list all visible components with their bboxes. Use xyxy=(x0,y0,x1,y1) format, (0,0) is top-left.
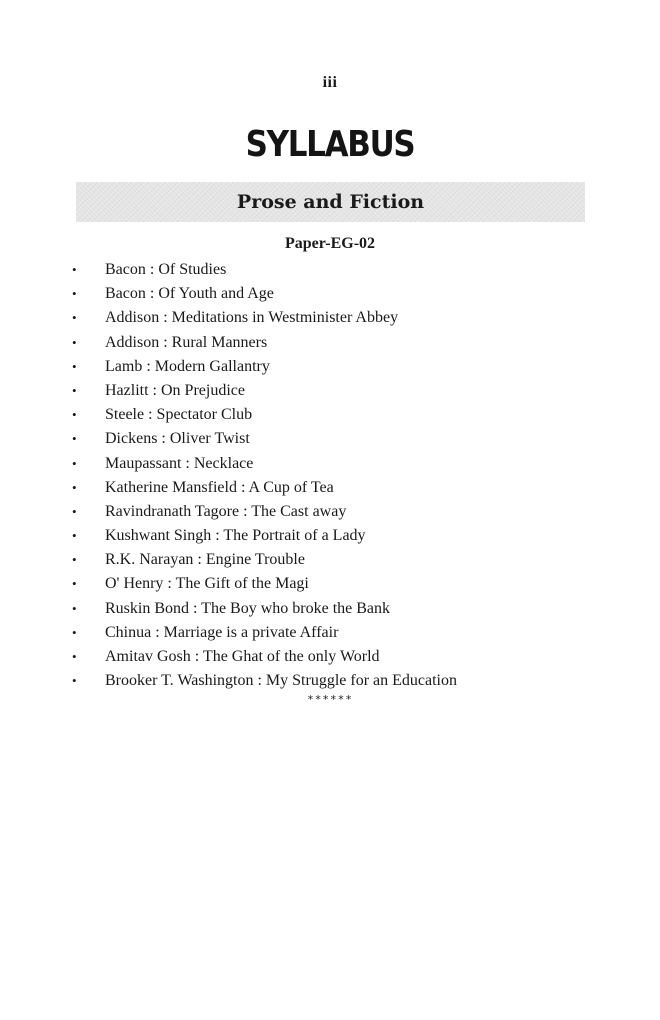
bullet-icon: • xyxy=(72,310,77,326)
section-heading: Prose and Fiction xyxy=(236,191,425,213)
list-item xyxy=(72,306,632,330)
bullet-icon: • xyxy=(72,624,77,640)
list-item xyxy=(72,645,632,669)
list-item xyxy=(72,258,632,282)
bullet-icon: • xyxy=(72,600,77,616)
list-item xyxy=(72,669,632,693)
list-item-text: Chinua : Marriage is a private Affair xyxy=(105,623,339,641)
bullet-icon: • xyxy=(72,479,77,495)
bullet-icon: • xyxy=(72,649,77,664)
list-item xyxy=(72,427,632,451)
list-item-text: Ravindranath Tagore : The Cast away xyxy=(105,502,347,520)
bullet-icon: • xyxy=(72,382,77,398)
bullet-icon: • xyxy=(72,431,77,447)
bullet-icon: • xyxy=(72,455,77,471)
list-item xyxy=(72,524,632,548)
section-banner xyxy=(76,182,585,222)
list-item-text: Lamb : Modern Gallantry xyxy=(105,357,270,375)
list-item xyxy=(72,597,632,621)
list-item xyxy=(72,331,632,355)
bullet-icon: • xyxy=(72,552,77,568)
list-item-text: Hazlitt : On Prejudice xyxy=(105,381,245,399)
bullet-icon: • xyxy=(72,286,77,302)
list-item-text: Kushwant Singh : The Portrait of a Lady xyxy=(105,527,366,545)
list-item xyxy=(72,572,632,596)
bullet-icon: • xyxy=(72,334,77,350)
end-mark: ****** xyxy=(307,693,353,706)
list-item xyxy=(72,500,632,524)
bullet-icon: • xyxy=(72,528,77,544)
list-item-text: Bacon : Of Youth and Age xyxy=(105,285,274,303)
list-item xyxy=(72,379,632,403)
bullet-icon: • xyxy=(72,576,77,592)
list-item-text: Brooker T. Washington : My Struggle for an Education xyxy=(105,672,457,690)
syllabus-list xyxy=(72,258,632,693)
list-item-text: Maupassant : Necklace xyxy=(105,454,254,472)
list-item-text: Bacon : Of Studies xyxy=(105,261,227,278)
page-number: iii xyxy=(322,74,338,91)
page-title: SYLLABUS xyxy=(245,124,415,165)
list-item xyxy=(72,476,632,500)
list-item xyxy=(72,548,632,572)
bullet-icon: • xyxy=(72,673,77,689)
list-item-text: R.K. Narayan : Engine Trouble xyxy=(105,551,305,569)
list-item-text: Katherine Mansfield : A Cup of Tea xyxy=(105,478,334,496)
list-item xyxy=(72,355,632,379)
list-item xyxy=(72,282,632,306)
list-item xyxy=(72,452,632,476)
bullet-icon: • xyxy=(72,358,77,374)
paper-code: Paper-EG-02 xyxy=(284,235,376,252)
bullet-icon: • xyxy=(72,503,77,519)
list-item-text: Addison : Rural Manners xyxy=(105,333,268,351)
list-item xyxy=(72,621,632,645)
list-item xyxy=(72,403,632,427)
list-item-text: Dickens : Oliver Twist xyxy=(105,430,250,448)
bullet-icon: • xyxy=(72,262,77,277)
list-item-text: Ruskin Bond : The Boy who broke the Bank xyxy=(105,599,391,617)
bullet-icon: • xyxy=(72,407,77,423)
list-item-text: Steele : Spectator Club xyxy=(105,406,253,424)
list-item-text: Addison : Meditations in Westminister Abbey xyxy=(105,309,399,327)
list-item-text: Amitav Gosh : The Ghat of the only World xyxy=(105,648,380,665)
list-item-text: O' Henry : The Gift of the Magi xyxy=(105,575,309,593)
